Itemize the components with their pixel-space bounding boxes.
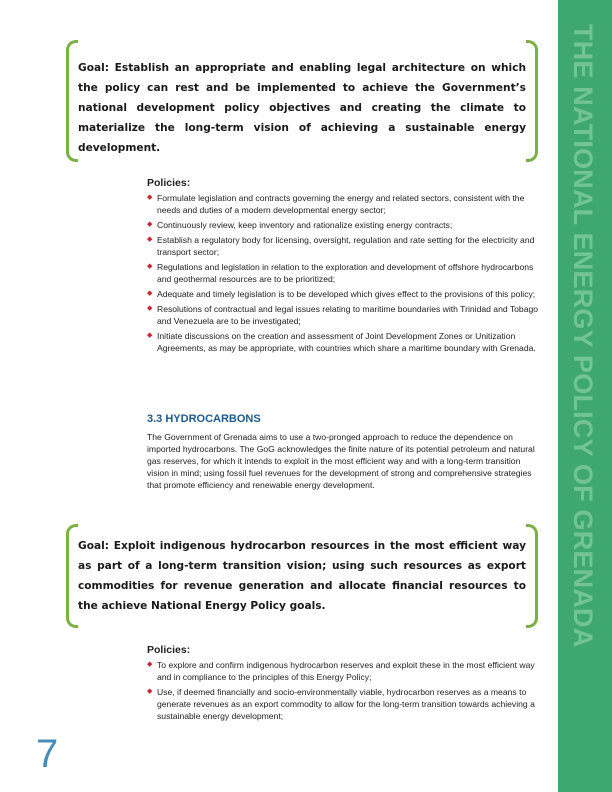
goal-text: Goal: Establish an appropriate and enabling legal architecture on which the policy can rest and be implemented to achieve the Government’s national development policy objectives and creating the climate to materialize the long-term vision of achieving a sustainable energy development. [78,62,526,154]
bracket-left [66,524,78,628]
goal-box-hydrocarbons [66,524,538,628]
policy-item: ◆ Resolutions of contractual and legal issues relating to maritime boundaries with Trinidad and Tobago and Venezuela are to be investigated; [147,303,539,327]
page-number: 7 [36,732,59,776]
policy-item: ◆ To explore and confirm indigenous hydrocarbon reserves and exploit these in the most efficient way and in compliance to the principles of this Energy Policy; [147,659,539,683]
section-heading: 3.3 HYDROCARBONS [147,413,261,425]
goal-text: Goal: Exploit indigenous hydrocarbon resources in the most efficient way as part of a long-term transition vision; using such resources as export commodities for revenue generation and allocate financial resources to the achieve National Energy Policy goals. [78,540,526,612]
policy-item: ◆ Regulations and legislation in relation to the exploration and development of offshore hydrocarbons and geothermal resources are to be prioritized; [147,261,539,285]
policies-legal [147,177,539,357]
policy-item: ◆ Initiate discussions on the creation and assessment of Joint Development Zones or Unitization Agreements, as may be appropriate, with countries which share a maritime boundary with Grenada. [147,330,539,354]
policy-item: ◆ Use, if deemed financially and socio-environmentally viable, hydrocarbon reserves as a means to generate revenues as an export commodity to allow for the long-term transition towards achieving a sustainable energy development; [147,686,539,722]
hydrocarbons-section [147,413,539,491]
policies-heading: Policies: [147,177,191,189]
policy-item: ◆ Establish a regulatory body for licensing, oversight, regulation and rate setting for the electricity and transport sector; [147,234,539,258]
goal-box-legal [66,40,538,162]
bracket-right [526,524,538,628]
policy-item: ◆ Formulate legislation and contracts governing the energy and related sectors, consistent with the needs and duties of a modern developmental energy sector; [147,192,539,216]
policy-item: ◆ Continuously review, keep inventory and rationalize existing energy contracts; [147,219,539,231]
bracket-right [526,40,538,162]
policy-item: ◆ Adequate and timely legislation is to be developed which gives effect to the provisions of this policy; [147,288,539,300]
bracket-left [66,40,78,162]
policies-heading: Policies: [147,644,191,656]
sidebar-title: THE NATIONAL ENERGY POLICY OF GRENADA [568,24,598,648]
section-body: The Government of Grenada aims to use a two-pronged approach to reduce the dependence on imported hydrocarbons. The GoG acknowledges the finite nature of its potential petroleum and natural gas reserves, for which it intends to exploit in the most efficient way and with a long-term transition vision in mind; using fossil fuel revenues for the development of strong and comprehensive strategies that promote efficiency and renewable energy development. [147,432,535,490]
policies-hydrocarbons [147,644,539,725]
